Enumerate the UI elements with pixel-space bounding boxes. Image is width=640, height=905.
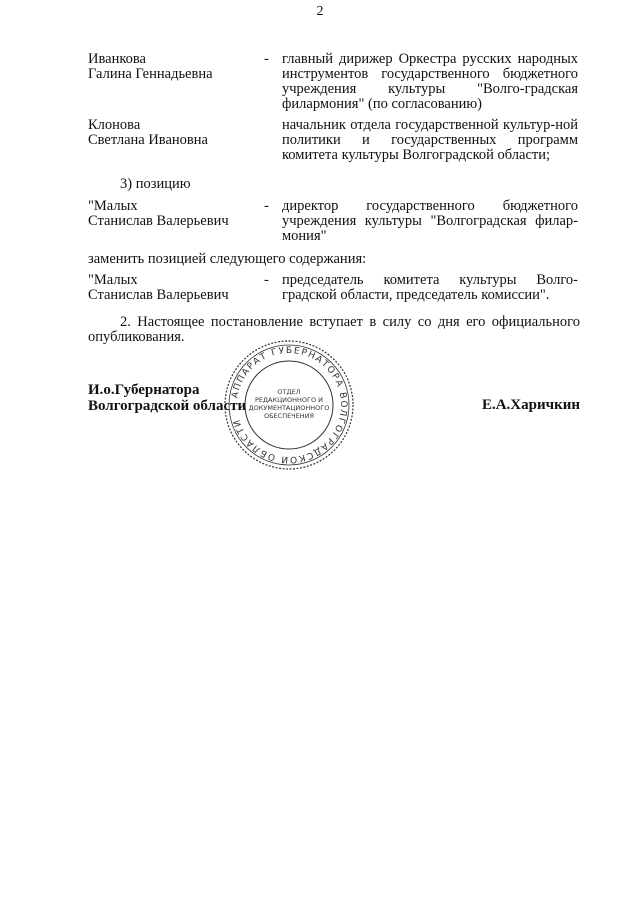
signatory-name: Е.А.Харичкин <box>481 397 580 413</box>
item3-label: 3) позицию <box>120 176 191 192</box>
member-role: директор государственного бюджетного учреждения культуры "Волгоградская филар-мония" <box>282 198 578 244</box>
official-stamp <box>222 338 356 472</box>
member-surname: Иванкова <box>88 51 146 67</box>
stamp-center-line3: ДОКУМЕНТАЦИОННОГО <box>248 404 330 412</box>
stamp-center-line1: ОТДЕЛ <box>277 388 301 396</box>
member-entry-klonova <box>88 118 580 168</box>
member-name <box>88 199 258 229</box>
member-given-names: Светлана Ивановна <box>88 132 208 148</box>
stamp-ring-text: АППАРАТ ГУБЕРНАТОРА ВОЛГОГРАДСКОЙ ОБЛАСТИ <box>230 345 349 465</box>
member-given-names: Галина Геннадьевна <box>88 66 213 82</box>
member-given-names: Станислав Валерьевич <box>88 287 229 303</box>
member-role: главный дирижер Оркестра русских народных инструментов государственного бюджетного учреждения культуры "Волго-градская филармония" (по согласованию) <box>282 51 578 112</box>
member-surname: Клонова <box>88 117 141 133</box>
member-surname: "Малых <box>88 272 138 288</box>
replace-instruction: заменить позицией следующего содержания: <box>88 251 367 267</box>
entry-dash: - <box>264 198 269 214</box>
member-role: начальник отдела государственной культур-ной политики и государственных программ комитета культуры Волгоградской области; <box>282 117 578 163</box>
signatory-title-line1: И.о.Губернатора <box>88 382 200 398</box>
member-given-names: Станислав Валерьевич <box>88 213 229 229</box>
paragraph-2: 2. Настоящее постановление вступает в силу со дня его официального опубликования. <box>88 314 580 345</box>
new-entry-malykh <box>88 273 580 307</box>
signatory-title-line2: Волгоградской области <box>88 398 247 414</box>
page-number: 2 <box>316 4 324 19</box>
member-surname: "Малых <box>88 198 138 214</box>
member-name <box>88 52 258 82</box>
old-entry-malykh <box>88 199 580 247</box>
member-name <box>88 118 258 148</box>
member-role: председатель комитета культуры Волго-градской области, председатель комиссии". <box>282 272 578 303</box>
entry-dash: - <box>264 51 269 67</box>
member-name <box>88 273 258 303</box>
entry-dash: - <box>264 272 269 288</box>
stamp-center-line2: РЕДАКЦИОННОГО И <box>254 396 324 404</box>
member-entry-ivankova <box>88 52 580 114</box>
stamp-center-line4: ОБЕСПЕЧЕНИЯ <box>263 412 315 420</box>
